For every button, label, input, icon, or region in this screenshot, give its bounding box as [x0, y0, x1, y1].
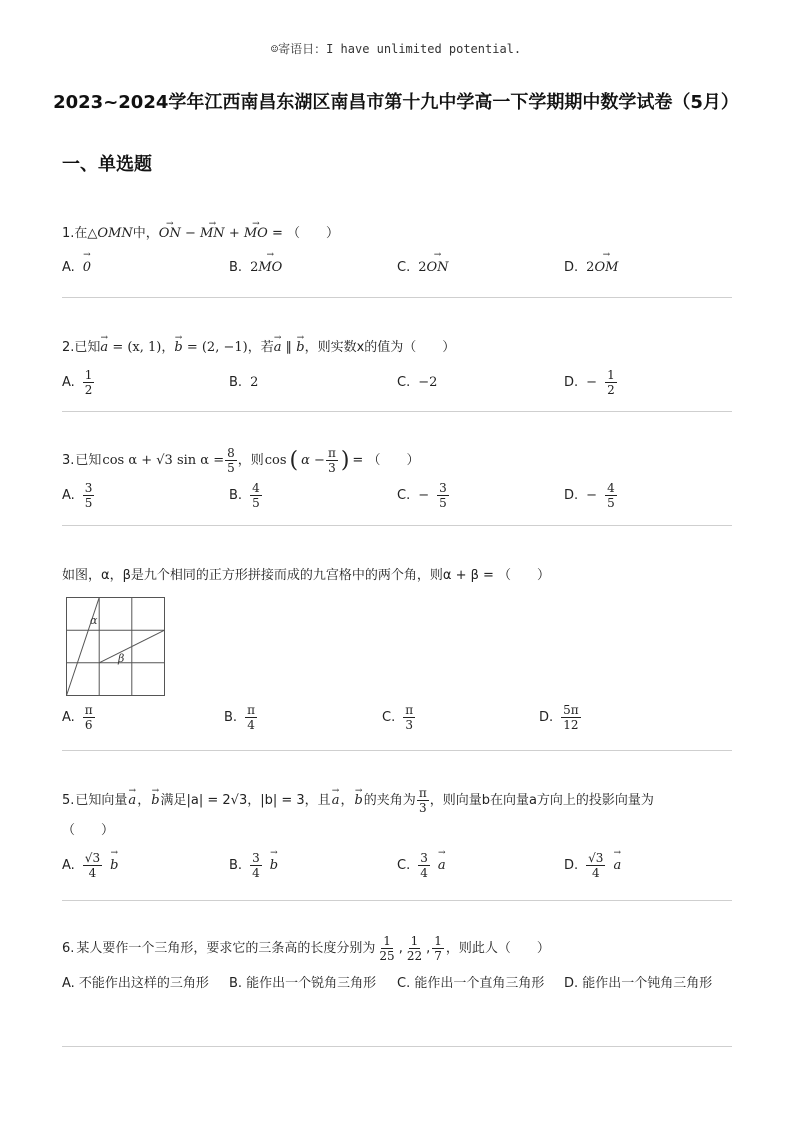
- alpha-label: α: [90, 614, 98, 627]
- option-a[interactable]: A. 不能作出这样的三角形: [62, 976, 209, 991]
- option-a[interactable]: A. $\frac{\pi}{6}$: [62, 702, 93, 732]
- question-4: [62, 566, 732, 586]
- question-6-stem: 6. 某人要作一个三角形，要求它的三条高的长度分别为 $\frac{1}{25}$ , $\frac{1}{22}$ , $\frac{1}{7}$ ，则此人（ ）: [62, 934, 550, 963]
- question-1: [62, 224, 732, 287]
- option-a[interactable]: A. $\frac{√3}{4}$ → b: [62, 845, 118, 885]
- option-b[interactable]: B. 2: [229, 374, 259, 390]
- option-c[interactable]: C. $\frac{\pi}{3}$: [382, 702, 414, 732]
- option-d[interactable]: D. $\frac{5\pi}{12}$: [539, 702, 579, 732]
- exam-title: 2023~2024学年江西南昌东湖区南昌市第十九中学高一下学期期中数学试卷（5月）: [53, 92, 739, 113]
- option-c[interactable]: C. $\frac{3}{4}$ → a: [397, 845, 446, 885]
- nine-grid-figure: [66, 597, 166, 697]
- option-b[interactable]: B. $\frac{\pi}{4}$: [224, 702, 255, 732]
- divider: [62, 1046, 732, 1047]
- divider: [62, 750, 732, 751]
- option-a[interactable]: A. $\frac{3}{5}$: [62, 480, 93, 510]
- question-1-stem: 1.在△OMN中，→ ON − → MN + → MO = （ ）: [62, 224, 732, 244]
- option-d[interactable]: D. $\frac{√3}{4}$ → a: [564, 845, 621, 885]
- question-5-paren: （ ）: [62, 823, 115, 838]
- option-b[interactable]: B. 2→ MO: [229, 247, 282, 287]
- question-5: [62, 786, 732, 885]
- option-d[interactable]: D. − $\frac{4}{5}$: [564, 480, 615, 510]
- question-4-stem: 如图，α，β是九个相同的正方形拼接而成的九宫格中的两个角，则α + β = （ ）: [62, 568, 551, 583]
- section-heading: 一、单选题: [62, 154, 152, 175]
- option-b[interactable]: B. 能作出一个锐角三角形: [229, 976, 377, 991]
- question-2-stem: 2.已知→ a = (x, 1)，→ b = (2, −1)，若→ a ∥ → b，则实数x的值为（ ）: [62, 338, 732, 358]
- option-a[interactable]: A. → 0: [62, 247, 91, 287]
- motto: ☺寄语日：I have unlimited potential.: [270, 42, 522, 56]
- option-c[interactable]: C. −2: [397, 374, 438, 390]
- divider: [62, 297, 732, 298]
- option-b[interactable]: B. $\frac{4}{5}$: [229, 480, 260, 510]
- question-6: [62, 934, 732, 963]
- option-d[interactable]: D. 2→ OM: [564, 247, 618, 287]
- option-c[interactable]: C. − $\frac{3}{5}$: [397, 480, 447, 510]
- option-d[interactable]: D. − $\frac{1}{2}$: [564, 367, 615, 397]
- beta-label: β: [118, 652, 125, 665]
- option-c[interactable]: C. 2→ ON: [397, 247, 449, 287]
- divider: [62, 900, 732, 901]
- divider: [62, 525, 732, 526]
- question-5-stem: 5. 已知向量 → a ， → b 满足|a| = 2√3，|b| = 3，且 → a ， → b 的夹角为 $\frac{\pi}{3}$ ，则向量b在向量a方向上的投影向量为: [62, 786, 732, 815]
- option-c[interactable]: C. 能作出一个直角三角形: [397, 976, 545, 991]
- question-3-stem: 3. 已知 cos α + √3 sin α = $\frac{8}{5}$ ，则 cos ( α − $\frac{\pi}{3}$ ) = （ ）: [62, 446, 420, 475]
- question-2: [62, 338, 732, 402]
- question-4-options: [62, 697, 732, 737]
- question-3: [62, 446, 732, 515]
- option-d[interactable]: D. 能作出一个钝角三角形: [564, 976, 713, 991]
- option-b[interactable]: B. $\frac{3}{4}$ → b: [229, 845, 278, 885]
- divider: [62, 411, 732, 412]
- option-a[interactable]: A. $\frac{1}{2}$: [62, 367, 93, 397]
